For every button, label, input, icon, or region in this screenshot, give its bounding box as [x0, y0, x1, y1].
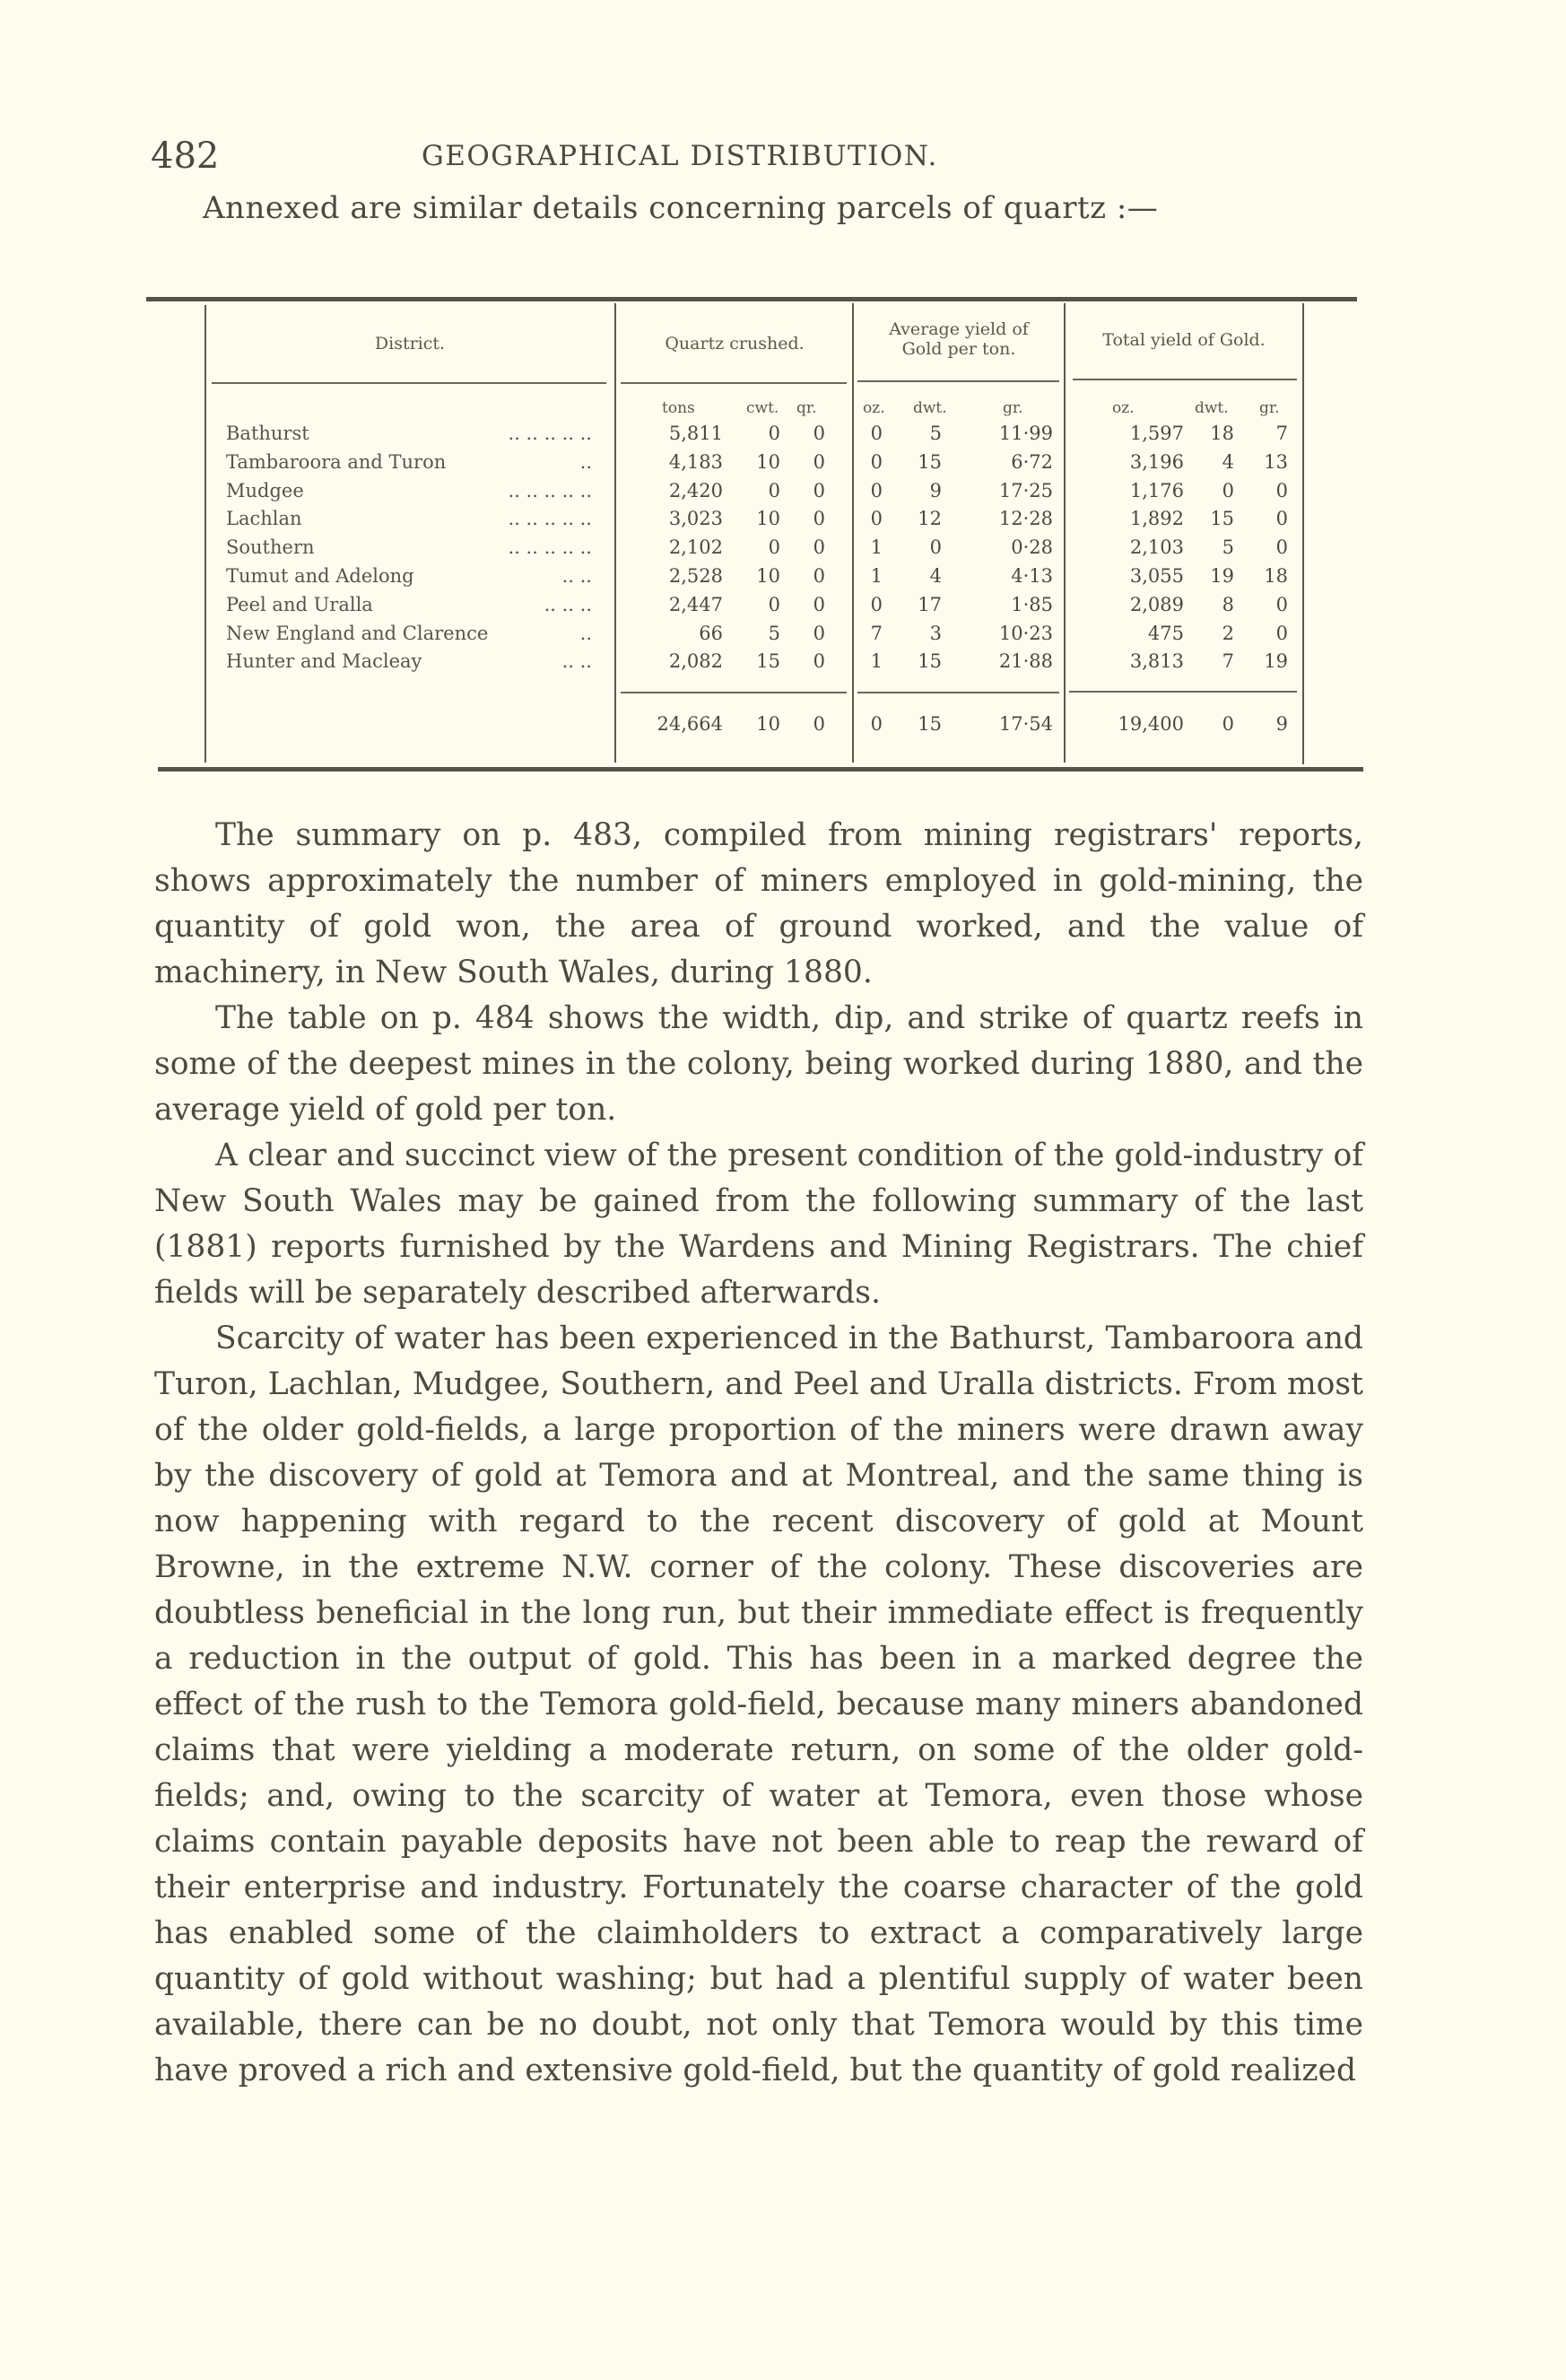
cell-tot-oz: 2,089	[1129, 593, 1184, 615]
cell-tot-gr: 18	[1264, 565, 1288, 587]
dot-leader: .. ..	[561, 650, 592, 673]
total-avg-oz: 0	[870, 713, 883, 735]
cell-cwt: 0	[768, 479, 780, 501]
cell-tons: 2,447	[668, 593, 723, 615]
cell-tot-oz: 3,055	[1129, 565, 1184, 587]
cell-tot-dwt: 7	[1222, 650, 1234, 673]
cell-cwt: 10	[756, 565, 780, 587]
cell-qr: 0	[813, 593, 825, 615]
cell-avg-gr: 11·99	[998, 423, 1053, 444]
cell-tot-dwt: 8	[1222, 593, 1234, 615]
intro-line: Annexed are similar details concerning parcels of quartz :—	[203, 190, 1159, 226]
paragraph-scarcity: Scarcity of water has been experienced in the Bathurst, Tambaroora and Turon, Lachlan, Mudgee, Southern, and Peel and Uralla districts. From most of the older gold-fields, a large proportion of the miners were drawn away by the discovery of gold at Temora and at Montreal, and the same thing is now happening with regard to the recent discovery of gold at Mount Browne, in the extreme N.W. corner of the colony. These discoveries are doubtless beneficial in the long run, but their immediate effect is frequently a reduction in the output of gold. This has been in a marked degree the effect of the rush to the Temora gold-field, because many miners abandoned claims that were yielding a moderate return, on some of the older gold-fields; and, owing to the scarcity of water at Temora, even those whose claims contain payable deposits have not been able to reap the reward of their enterprise and industry. Fortunately the coarse character of the gold has enabled some of the claimholders to extract a comparatively large quantity of gold without washing; but had a plentiful supply of water been available, there can be no doubt, not only that Temora would by this time have proved a rich and extensive gold-field, but the quantity of gold realized	[154, 1321, 1363, 2088]
cell-tot-gr: 0	[1275, 622, 1288, 644]
unit-avg-gr: gr.	[1003, 399, 1023, 417]
cell-tons: 2,528	[668, 565, 723, 587]
cell-avg-gr: 0·28	[1011, 536, 1053, 559]
header-total-yield: Total yield of Gold.	[1102, 330, 1266, 350]
district-name	[226, 507, 603, 530]
table-left-border	[204, 305, 206, 763]
unit-tot-gr: gr.	[1259, 399, 1280, 417]
cell-avg-oz: 1	[870, 650, 883, 673]
header-rule-average	[857, 380, 1059, 382]
cell-tot-gr: 19	[1264, 650, 1288, 673]
district-label: Mudgee	[226, 479, 304, 501]
cell-tons: 3,023	[668, 508, 723, 530]
cell-qr: 0	[813, 450, 825, 473]
cell-cwt: 5	[768, 622, 780, 644]
cell-tot-gr: 7	[1275, 423, 1288, 444]
district-label: Tumut and Adelong	[226, 565, 414, 587]
cell-tot-dwt: 0	[1222, 479, 1234, 501]
cell-tot-oz: 475	[1147, 622, 1184, 644]
paragraph-condition: A clear and succinct view of the present condition of the gold-industry of New South Wales may be gained from the following summary of the last (1881) reports furnished by the Wardens and Mining Registrars. The chief fields will be separately described afterwards.	[154, 1138, 1363, 1311]
cell-qr: 0	[813, 565, 825, 587]
district-name	[226, 422, 603, 445]
cell-tot-oz: 3,196	[1129, 450, 1184, 473]
cell-qr: 0	[813, 622, 825, 644]
header-quartz-crushed: Quartz crushed.	[665, 334, 805, 353]
cell-tons: 4,183	[668, 450, 723, 473]
cell-tot-dwt: 5	[1222, 536, 1234, 559]
cell-avg-gr: 10·23	[998, 622, 1053, 644]
table-top-rule	[146, 297, 1357, 301]
col-divider-average	[852, 303, 854, 763]
cell-avg-oz: 0	[870, 593, 883, 615]
cell-avg-oz: 0	[870, 479, 883, 501]
total-tons: 24,664	[657, 713, 723, 735]
district-name	[226, 479, 603, 502]
cell-cwt: 10	[756, 450, 780, 473]
district-name	[226, 536, 603, 559]
cell-avg-dwt: 0	[929, 536, 942, 559]
total-tot-oz: 19,400	[1118, 713, 1184, 735]
total-rule-quartz	[621, 692, 847, 693]
header-rule-district	[212, 382, 606, 384]
cell-avg-oz: 1	[870, 536, 883, 559]
cell-tot-gr: 0	[1275, 593, 1288, 615]
cell-tot-oz: 1,597	[1129, 423, 1184, 444]
dot-leader: .. .. .. .. ..	[508, 479, 592, 501]
cell-avg-oz: 7	[870, 622, 883, 644]
cell-tons: 2,082	[668, 650, 723, 673]
cell-cwt: 0	[768, 536, 780, 559]
cell-avg-gr: 6·72	[1011, 450, 1053, 473]
cell-tot-gr: 13	[1264, 450, 1288, 473]
paragraph-table-reference: The table on p. 484 shows the width, dip, and strike of quartz reefs in some of the deepest mines in the colony, being worked during 1880, and the average yield of gold per ton.	[154, 1000, 1363, 1128]
district-label: Bathurst	[226, 423, 309, 444]
cell-avg-gr: 4·13	[1011, 565, 1053, 587]
cell-avg-dwt: 12	[918, 508, 942, 530]
cell-tot-gr: 0	[1275, 536, 1288, 559]
district-label: Southern	[226, 536, 315, 559]
total-avg-dwt: 15	[918, 713, 942, 735]
header-rule-quartz	[621, 382, 847, 384]
cell-avg-gr: 17·25	[998, 479, 1053, 501]
table-bottom-rule	[158, 767, 1363, 772]
cell-tot-gr: 0	[1275, 479, 1288, 501]
total-avg-gr: 17·54	[998, 713, 1053, 735]
cell-tot-gr: 0	[1275, 508, 1288, 530]
cell-tot-dwt: 15	[1210, 508, 1234, 530]
cell-tot-dwt: 19	[1210, 565, 1234, 587]
cell-tot-dwt: 4	[1222, 450, 1234, 473]
cell-cwt: 15	[756, 650, 780, 673]
cell-avg-dwt: 15	[918, 650, 942, 673]
cell-tons: 5,811	[668, 423, 723, 444]
cell-tot-oz: 3,813	[1129, 650, 1184, 673]
running-head: GEOGRAPHICAL DISTRIBUTION.	[422, 140, 938, 172]
cell-avg-gr: 12·28	[998, 508, 1053, 530]
cell-tons: 2,102	[668, 536, 723, 559]
cell-qr: 0	[813, 536, 825, 559]
table-right-border	[1302, 303, 1304, 764]
cell-avg-dwt: 4	[929, 565, 942, 587]
district-label: Peel and Uralla	[226, 593, 373, 615]
cell-qr: 0	[813, 479, 825, 501]
body-text	[154, 813, 1363, 2094]
total-tot-gr: 9	[1275, 713, 1288, 735]
unit-tons: tons	[662, 399, 695, 417]
unit-avg-oz: oz.	[863, 399, 885, 417]
page-number: 482	[151, 135, 220, 177]
unit-qr: qr.	[796, 399, 817, 417]
district-name	[226, 593, 603, 616]
cell-qr: 0	[813, 508, 825, 530]
cell-avg-gr: 1·85	[1011, 593, 1053, 615]
total-cwt: 10	[756, 713, 780, 735]
cell-tot-oz: 1,176	[1129, 479, 1184, 501]
col-divider-total	[1064, 303, 1066, 763]
dot-leader: ..	[579, 622, 592, 644]
dot-leader: .. .. .. .. ..	[508, 536, 592, 559]
header-rule-total	[1073, 379, 1297, 380]
district-label: Tambaroora and Turon	[226, 450, 447, 473]
header-average-line-2: Gold per ton.	[901, 339, 1016, 359]
unit-tot-dwt: dwt.	[1195, 399, 1229, 417]
cell-avg-oz: 0	[870, 508, 883, 530]
cell-avg-dwt: 15	[918, 450, 942, 473]
cell-qr: 0	[813, 423, 825, 444]
dot-leader: ..	[579, 450, 592, 473]
unit-cwt: cwt.	[746, 399, 779, 417]
paragraph-summary: The summary on p. 483, compiled from mining registrars' reports, shows approximately the number of miners employed in gold-mining, the quantity of gold won, the area of ground worked, and the value of machinery, in New South Wales, during 1880.	[154, 817, 1363, 990]
cell-avg-dwt: 5	[929, 423, 942, 444]
header-district: District.	[374, 334, 446, 353]
col-divider-quartz	[614, 303, 616, 763]
cell-avg-oz: 0	[870, 423, 883, 444]
total-qr: 0	[813, 713, 825, 735]
total-rule-average	[857, 692, 1059, 693]
cell-tot-dwt: 18	[1210, 423, 1234, 444]
district-name	[226, 622, 603, 645]
cell-tot-oz: 2,103	[1129, 536, 1184, 559]
district-label: Hunter and Macleay	[226, 650, 422, 673]
cell-cwt: 0	[768, 423, 780, 444]
unit-avg-dwt: dwt.	[913, 399, 947, 417]
total-rule-total	[1069, 691, 1297, 693]
cell-avg-gr: 21·88	[998, 650, 1053, 673]
district-name	[226, 564, 603, 588]
cell-avg-dwt: 17	[918, 593, 942, 615]
cell-cwt: 0	[768, 593, 780, 615]
header-average-line-1: Average yield of	[889, 319, 1029, 339]
header-average-yield	[854, 319, 1064, 359]
district-label: New England and Clarence	[226, 622, 489, 644]
cell-tons: 2,420	[668, 479, 723, 501]
unit-tot-oz: oz.	[1112, 399, 1135, 417]
cell-avg-dwt: 9	[929, 479, 942, 501]
cell-tot-dwt: 2	[1222, 622, 1234, 644]
district-name	[226, 649, 603, 673]
cell-tons: 66	[699, 622, 723, 644]
dot-leader: .. ..	[561, 565, 592, 587]
dot-leader: .. .. .. .. ..	[508, 508, 592, 530]
cell-avg-oz: 1	[870, 565, 883, 587]
district-label: Lachlan	[226, 508, 302, 530]
dot-leader: .. .. .. .. ..	[508, 423, 592, 444]
cell-avg-oz: 0	[870, 450, 883, 473]
cell-tot-oz: 1,892	[1129, 508, 1184, 530]
total-tot-dwt: 0	[1222, 713, 1234, 735]
district-name	[226, 450, 603, 474]
cell-qr: 0	[813, 650, 825, 673]
cell-avg-dwt: 3	[929, 622, 942, 644]
cell-cwt: 10	[756, 508, 780, 530]
dot-leader: .. .. ..	[544, 593, 592, 615]
